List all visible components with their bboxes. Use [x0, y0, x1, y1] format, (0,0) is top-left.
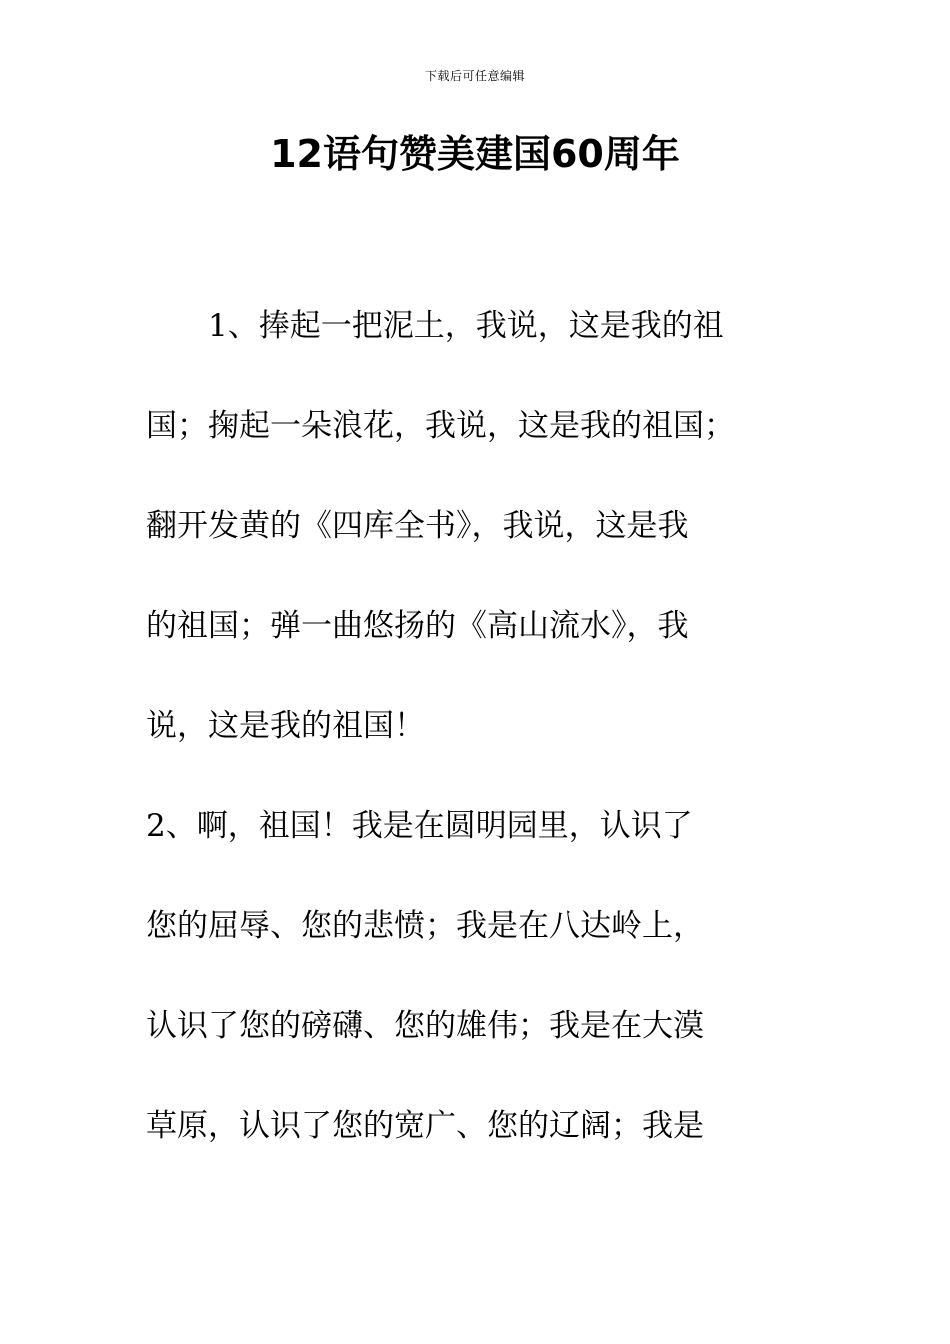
document-title: 12语句赞美建国60周年	[270, 132, 680, 176]
paragraph-line: 草原，认识了您的宽广、您的辽阔；我是	[146, 1108, 704, 1144]
paragraph-line: 2、啊，祖国！我是在圆明园里，认识了	[146, 808, 693, 844]
page-header-note: 下载后可任意编辑	[424, 69, 525, 83]
paragraph-1	[146, 276, 806, 776]
paragraph-2	[146, 776, 806, 1176]
paragraph-line: 的祖国；弹一曲悠扬的《高山流水》，我	[146, 608, 689, 644]
paragraph-line: 认识了您的磅礴、您的雄伟；我是在大漠	[146, 1008, 704, 1044]
paragraph-line: 国；掬起一朵浪花，我说，这是我的祖国；	[146, 408, 735, 444]
paragraph-line: 您的屈辱、您的悲愤；我是在八达岭上，	[146, 908, 704, 944]
paragraph-line: 翻开发黄的《四库全书》，我说，这是我	[146, 508, 689, 544]
paragraph-line: 说，这是我的祖国！	[146, 708, 425, 744]
paragraph-line: 1、捧起一把泥土，我说，这是我的祖	[146, 308, 724, 344]
